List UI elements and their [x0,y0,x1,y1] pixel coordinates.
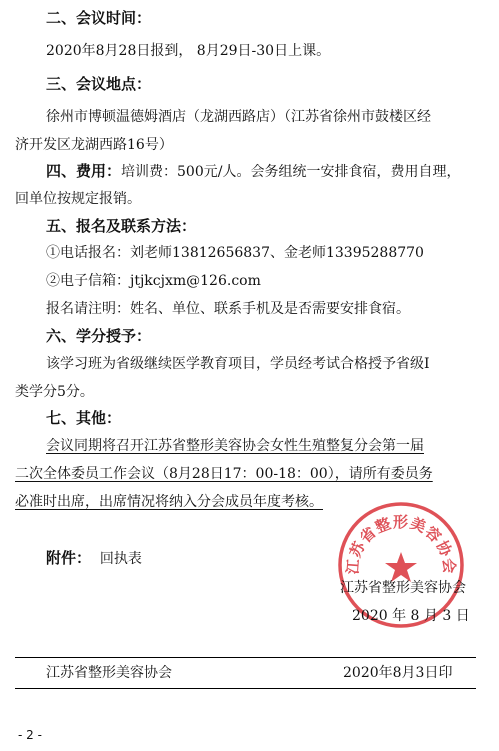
phone-registration: ①电话报名：刘老师13812656837、金老师13395288770 [46,245,424,261]
section-heading-credits: 六、学分授予： [46,327,152,345]
footer-print-date: 2020年8月3日印 [343,665,453,681]
footer-bottom-rule [15,688,476,689]
section-heading-registration: 五、报名及联系方法： [46,217,197,235]
other-line-3: 必准时出席，出席情况将纳入分会成员年度考核。 [15,494,323,510]
attachment-label: 附件： [46,549,92,567]
signature-organization: 江苏省整形美容协会 [340,580,466,596]
section-heading-other: 七、其他： [46,409,122,427]
fee-text-1: 培训费：500元/人。会务组统一安排食宿，费用自理， [121,164,461,180]
page-number: - 2 - [18,728,42,742]
location-line-2: 济开发区龙湖西路16号） [15,137,173,153]
footer-organization: 江苏省整形美容协会 [46,665,172,681]
credits-line-2: 类学分5分。 [15,384,94,400]
other-line-1: 会议同期将召开江苏省整形美容协会女性生殖整复分会第一届 [46,438,424,454]
fee-paragraph-line-1 [46,161,460,182]
attachment-line [46,548,142,569]
registration-note: 报名请注明：姓名、单位、联系手机及是否需要安排食宿。 [46,301,410,317]
location-line-1: 徐州市博顿温德姆酒店（龙湖西路店）（江苏省徐州市鼓楼区经 [46,109,431,125]
meeting-time-text: 2020年8月28日报到， 8月29日-30日上课。 [46,43,331,59]
attachment-value: 回执表 [99,551,142,567]
signature-date: 2020 年 8 月 3 日 [352,608,470,624]
other-line-2: 二次全体委员工作会议（8月28日17：00-18：00），请所有委员务 [15,466,433,482]
seal-text: 江苏省整形美容协会 [343,513,459,575]
section-heading-fee: 四、费用： [46,162,122,180]
email-registration: ②电子信箱：jtjkcjxm@126.com [46,273,261,289]
fee-text-2: 回单位按规定报销。 [15,191,141,207]
credits-line-1: 该学习班为省级继续医学教育项目，学员经考试合格授予省级I [46,356,430,372]
footer-top-rule [15,657,476,658]
section-heading-location: 三、会议地点： [46,75,152,93]
section-heading-time: 二、会议时间： [46,9,152,27]
